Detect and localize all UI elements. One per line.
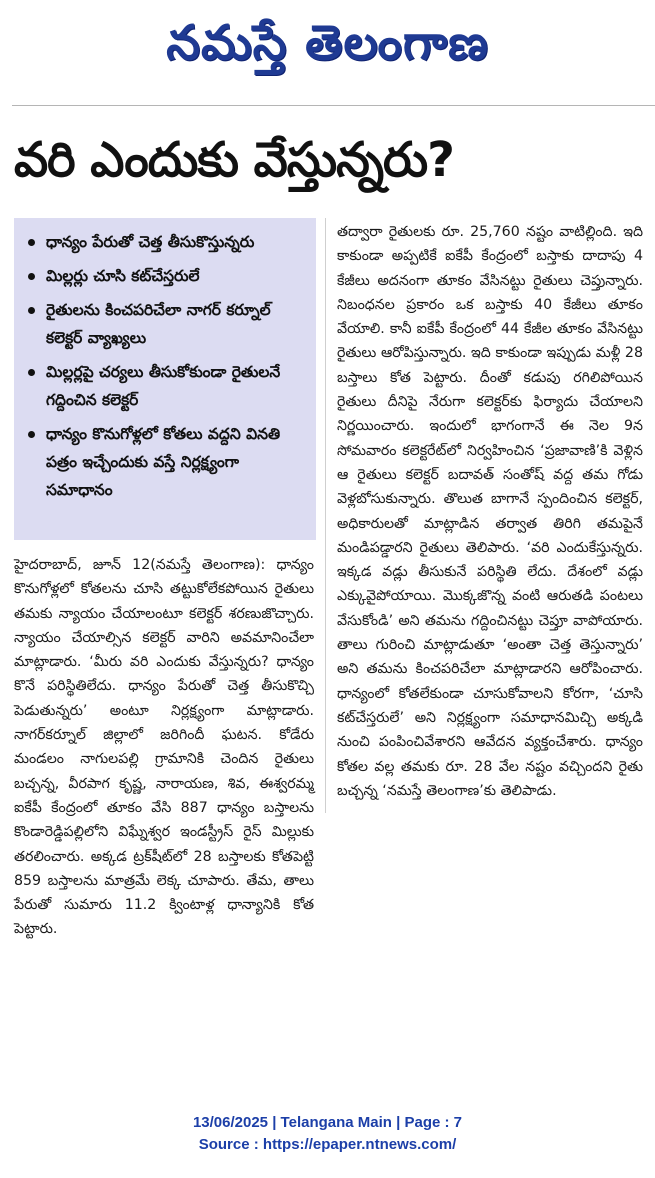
- article-body-paragraph: తద్వారా రైతులకు రూ. 25,760 నష్టం వాటిల్లింది. ఇది కాకుండా అప్పటికే ఐకేపీ కేంద్రంలో బస్తాకు దాదాపు 4 కేజీలు అదనంగా తూకం వేసినట్టు రైతులు చెప్తున్నారు. నిబంధనల ప్రకారం ఒక బస్తాకు 40 కేజీలు తూకం వేయాలి. కానీ ఐకేపీ కేంద్రంలో 44 కేజీల తూకం వేసినట్టు రైతులు ఆరోపిస్తున్నారు. ఇది కాకుండా ఇప్పుడు మళ్లీ 28 బస్తాలు కోత పెట్టారు. దీంతో కడుపు రగిలిపోయిన రైతులు దీనిపై నేరుగా కలెక్టర్‌కు ఫిర్యాదు చేయాలని నిర్ణయించారు. ఇందులో భాగంగానే ఈ నెల 9న సోమవారం కలెక్టరేట్‌లో నిర్వహించిన ‘ప్రజావాణి’కి వెళ్లిన ఆ రైతులు కలెక్టర్ బదావత్ సంతోష్ వద్ద తమ గోడు వెళ్లబోసుకున్నారు. తొలుత బాగానే స్పందించిన కలెక్టర్, అధికారులతో మాట్లాడిన తర్వాత తిరిగి తమపైనే మండిపడ్డారని రైతులు తెలిపారు. ‘వరి ఎందుకేస్తున్నరు. ఇక్కడ వడ్లు తీసుకునే పరిస్థితి లేదు. దేశంలో వడ్లు ఎక్కువైపోయాయి. మొక్కజొన్న వంటి ఆరుతడి పంటలు వేసుకోండి’ అని తమను గద్దించినట్టు చెప్తూ వాపోయారు. తాలు గురించి మాట్లాడుతూ ‘అంతా చెత్త తెస్తున్నారు’ అని తమను కించపరిచేలా మాట్లాడారని ఆరోపించారు. ధాన్యంలో కోతలేకుండా చూసుకోవాలని కోరగా, ‘చూసి కట్‌చేస్తరులే’ అని నిర్లక్ష్యంగా సమాధానమిచ్చి అక్కడి నుంచి పంపించివేశారని ఆవేదన వ్యక్తంచేశారు. ధాన్యం కోతల వల్ల తమకు రూ. 28 వేల నష్టం వచ్చిందని రైతు బచ్చన్న ‘నమస్తే తెలంగాణ’కు తెలిపాడు.: [337, 224, 643, 799]
- highlight-text: మిల్లర్లపై చర్యలు తీసుకోకుండా రైతులనే గద్దించిన కలెక్టర్: [46, 363, 281, 409]
- highlight-item: [26, 262, 308, 290]
- column-divider: [325, 218, 326, 813]
- bullet-icon: [28, 431, 35, 438]
- highlight-text: ధాన్యం కొనుగోళ్లలో కోతలు వద్దని వినతి పత్రం ఇచ్చేందుకు వస్తే నిర్లక్ష్యంగా సమాధానం: [46, 425, 281, 499]
- bullet-icon: [28, 273, 35, 280]
- highlight-item: [26, 296, 308, 352]
- highlight-text: ధాన్యం పేరుతో చెత్త తీసుకొస్తున్నరు: [46, 233, 255, 251]
- article-body-paragraph: హైదరాబాద్, జూన్ 12(నమస్తే తెలంగాణ): ధాన్యం కొనుగోళ్లలో కోతలను చూసి తట్టుకోలేకపోయిన రైతులు తమకు న్యాయం చేయాలంటూ కలెక్టర్ శరణుజొచ్చారు. న్యాయం చేయాల్సిన కలెక్టర్ వారిని అవమానించేలా మాట్లాడారు. ‘మీరు వరి ఎందుకు వేస్తున్నరు? ధాన్యం కొనే పరిస్థితిలేదు. ధాన్యం పేరుతో చెత్త తీసుకొచ్చి పెడుతున్నరు’ అంటూ నిర్లక్ష్యంగా మాట్లాడారు. నాగర్‌కర్నూల్ జిల్లాలో జరిగిందీ ఘటన. కోడేరు మండలం నాగులపల్లి గ్రామానికి చెందిన రైతులు బచ్చన్న, వీరపాగ కృష్ణ, నారాయణ, శివ, ఈశ్వరమ్మ ఐకేపీ కేంద్రంలో తూకం వేసి 887 ధాన్యం బస్తాలను కొండారెడ్డిపల్లిలోని విఘ్నేశ్వర ఇండస్ట్రీస్ రైస్ మిల్లుకు తరలించారు. అక్కడ ట్రక్‌షీట్‌లో 28 బస్తాలకు కోతపెట్టి 859 బస్తాలను మాత్రమే లెక్క చూపారు. తేమ, తాలు పేరుతో సుమారు 11.2 క్వింటాళ్ల ధాన్యానికి కోత పెట్టారు.: [14, 557, 314, 938]
- article-body-right-column: [337, 220, 643, 803]
- masthead: [0, 0, 655, 100]
- bullet-icon: [28, 369, 35, 376]
- masthead-divider: [12, 105, 655, 106]
- highlight-text: మిల్లర్లు చూసి కట్‌చేస్తరులే: [46, 267, 200, 285]
- highlight-text: రైతులను కించపరిచేలా నాగర్ కర్నూల్ కలెక్టర్ వ్యాఖ్యలు: [46, 301, 271, 347]
- bullet-icon: [28, 239, 35, 246]
- article-body-left-column: [14, 553, 314, 942]
- page-footer: [0, 1112, 655, 1156]
- newspaper-logo: నమస్తే తెలంగాణ: [166, 15, 489, 71]
- article-headline: వరి ఎందుకు వేస్తున్నరు?: [14, 132, 454, 188]
- source-info: Source : https://epaper.ntnews.com/: [198, 1136, 457, 1153]
- highlight-item: [26, 358, 308, 414]
- highlight-item: [26, 420, 308, 504]
- highlights-box: [14, 218, 316, 540]
- bullet-icon: [28, 307, 35, 314]
- edition-info: 13/06/2025 | Telangana Main | Page : 7: [192, 1114, 463, 1131]
- highlight-item: [26, 228, 308, 256]
